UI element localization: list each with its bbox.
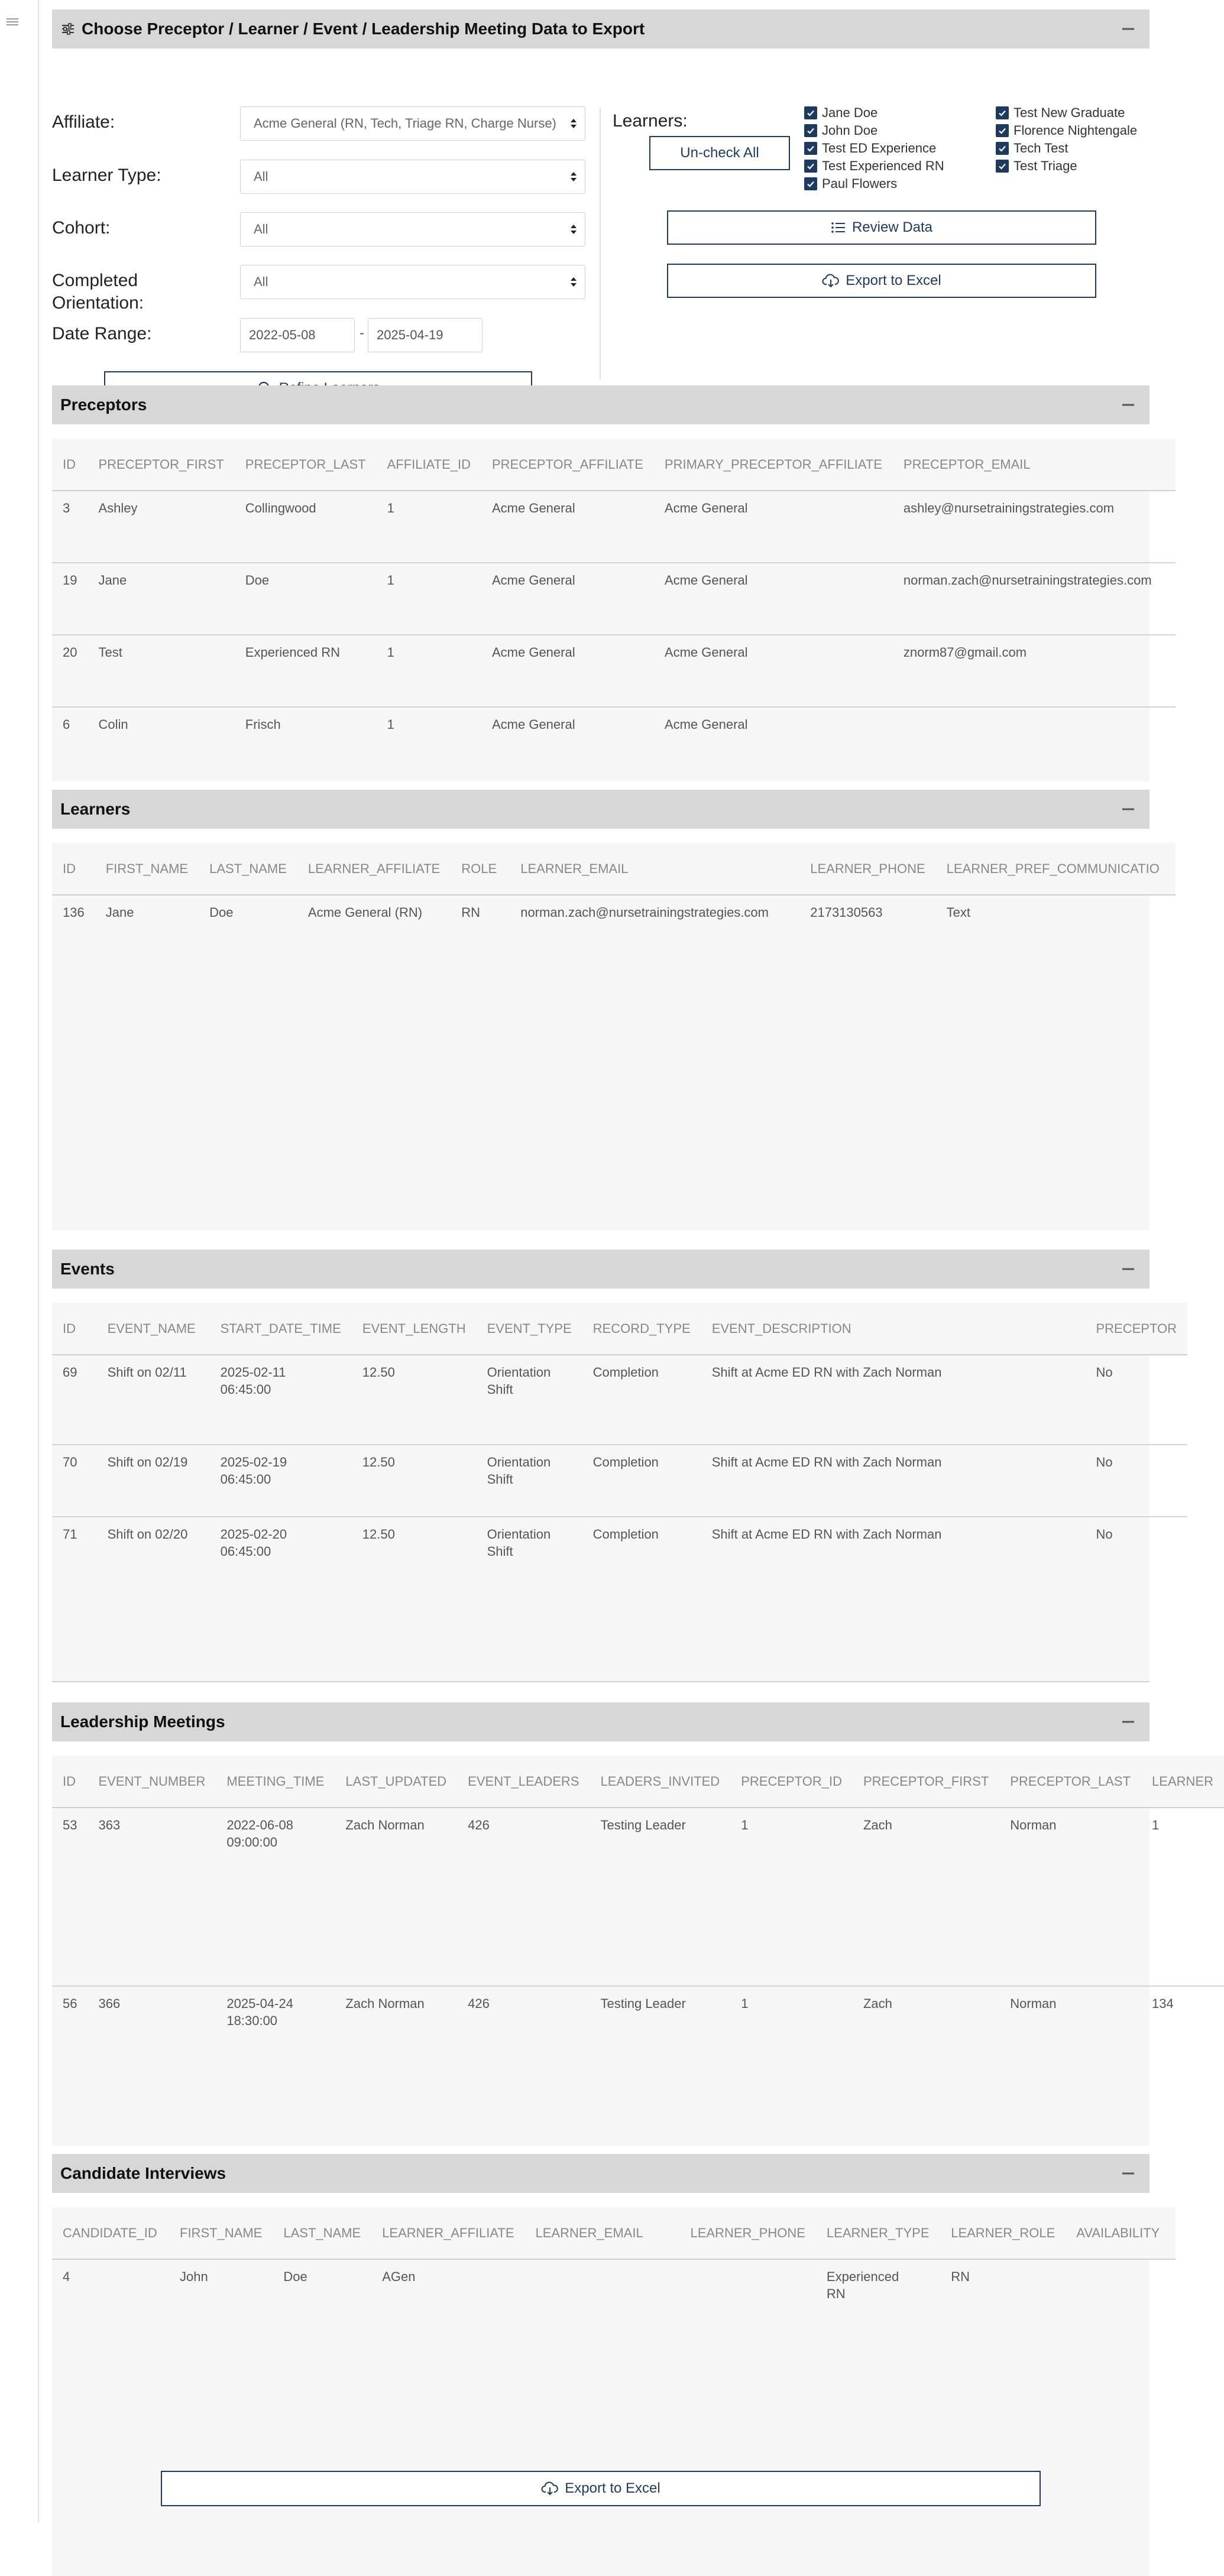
table-cell: Shift on 02/11 [97, 1355, 210, 1445]
learner-checkbox[interactable] [804, 158, 944, 174]
checkbox-checked-icon [804, 160, 817, 173]
table-row[interactable] [52, 491, 1176, 563]
table-cell: Norman [999, 1808, 1141, 1986]
table-cell: 3 [52, 491, 88, 563]
table-cell: 2025-04-24 18:30:00 [226, 1996, 293, 2028]
export-excel-label: Export to Excel [846, 272, 941, 288]
events-header [52, 1250, 1149, 1289]
table-row[interactable] [52, 707, 1176, 779]
table-cell: Colin [98, 717, 128, 732]
table-cell: 12.50 [352, 1355, 477, 1445]
cloud-download-icon [541, 2481, 559, 2496]
date-separator: - [360, 325, 364, 341]
table-cell: Completion [592, 1527, 659, 1542]
table-cell: 6 [63, 717, 70, 732]
column-header[interactable]: PRECEPTOR_LAST [999, 1756, 1141, 1808]
column-header[interactable]: RECORD_TYPE [582, 1303, 701, 1355]
table-cell: 1 [730, 1808, 853, 1986]
learner-checkbox[interactable] [804, 141, 936, 156]
learner-name: Test New Graduate [1013, 105, 1125, 120]
table-cell: norman.zach@nursetrainingstrategies.com [893, 563, 1176, 635]
cohort-label: Cohort: [52, 218, 111, 238]
table-cell: Acme General [664, 717, 748, 732]
table-cell: ashley@nursetrainingstrategies.com [893, 491, 1176, 563]
table-cell: Text [946, 905, 970, 920]
column-header[interactable]: PRECEPTOR_AFFILIATE [481, 439, 654, 491]
meetings-table [52, 1756, 1224, 2128]
column-header[interactable]: PRECEPTOR_ID [730, 1756, 853, 1808]
learner-name: Test Triage [1013, 158, 1077, 173]
table-cell: Acme General [491, 717, 575, 732]
completed-label-line-2: Orientation: [52, 293, 144, 313]
candidate-interviews-header [52, 2154, 1149, 2193]
table-cell: Shift at Acme ED RN with Zach Norman [711, 1527, 942, 1542]
collapse-icon[interactable] [1122, 1721, 1134, 1723]
column-header[interactable]: ID [52, 439, 88, 491]
collapse-icon[interactable] [1122, 1268, 1134, 1270]
interviews-table [52, 2207, 1176, 2318]
learners-table [52, 843, 1176, 954]
affiliate-select[interactable] [240, 106, 585, 141]
leadership-meetings-title: Leadership Meetings [60, 1712, 225, 1731]
column-header[interactable]: LEADERS_INVITED [590, 1756, 730, 1808]
bottom-export-excel-button[interactable] [161, 2471, 1041, 2506]
table-cell: 426 [457, 1808, 590, 1986]
column-header[interactable]: FIRST_NAME [95, 843, 199, 895]
table-cell: 426 [468, 1996, 490, 2011]
learners-header [52, 790, 1149, 829]
table-cell [893, 707, 1176, 779]
learner-checkbox[interactable] [996, 158, 1077, 174]
date-to-input[interactable]: 2025-04-19 [368, 318, 483, 352]
date-range-label: Date Range: [52, 324, 152, 343]
table-cell: Acme General [481, 491, 654, 563]
table-cell: 366 [98, 1996, 121, 2011]
checkbox-checked-icon [996, 106, 1009, 119]
events-table-wrap [52, 1303, 1177, 1682]
learners-table-wrap [52, 843, 1160, 1231]
uncheck-all-label: Un-check All [680, 145, 759, 161]
table-cell: 20 [52, 635, 88, 707]
table-cell: Shift on 02/19 [97, 1445, 210, 1517]
column-header[interactable]: LEARNER [1141, 1756, 1224, 1808]
date-from-input[interactable]: 2022-05-08 [240, 318, 355, 352]
events-table [52, 1303, 1187, 1659]
learner-checkbox[interactable] [804, 176, 897, 192]
learner-name: Test ED Experience [822, 141, 937, 155]
table-row[interactable] [52, 2259, 1176, 2318]
column-header[interactable]: EVENT_TYPE [477, 1303, 582, 1355]
table-cell: Jane [88, 563, 234, 635]
table-cell: Test [88, 635, 234, 707]
table-cell: 1 [741, 1996, 749, 2011]
table-cell [1066, 2259, 1176, 2318]
column-header[interactable]: LEARNER_EMAIL [510, 843, 799, 895]
table-cell: Zach [853, 1808, 999, 1986]
learner-name: Jane Doe [822, 105, 878, 120]
column-header[interactable]: PRECEPTOR_FIRST [88, 439, 234, 491]
table-cell: 12.50 [362, 1527, 395, 1542]
affiliate-label: Affiliate: [52, 112, 115, 132]
cohort-select[interactable] [240, 212, 585, 246]
column-header[interactable]: PRECEPTOR_LAST [235, 439, 377, 491]
table-row[interactable] [52, 895, 1176, 954]
table-row[interactable] [52, 1986, 1224, 2128]
column-header[interactable]: LEARNER_PREF_COMMUNICATIO [936, 843, 1176, 895]
table-cell: 71 [63, 1527, 77, 1542]
learner-type-label: Learner Type: [52, 166, 161, 185]
table-cell: Shift on 02/20 [107, 1527, 188, 1542]
table-cell: John [180, 2269, 208, 2284]
preceptors-table-wrap [52, 439, 1152, 781]
column-header[interactable]: LAST_NAME [273, 2207, 371, 2259]
table-cell: Orientation Shift [477, 1355, 582, 1445]
learner-name: Tech Test [1013, 141, 1068, 155]
table-cell: 69 [52, 1355, 97, 1445]
collapse-icon[interactable] [1122, 404, 1134, 406]
table-cell: 1 [377, 491, 481, 563]
table-cell: Doe [209, 905, 234, 920]
column-header[interactable]: LEARNER_AFFILIATE [371, 2207, 524, 2259]
column-header[interactable]: LEARNER_AFFILIATE [297, 843, 451, 895]
table-cell: Jane [105, 905, 134, 920]
learner-type-select[interactable] [240, 160, 585, 194]
table-cell: Ashley [88, 491, 234, 563]
column-header[interactable]: LEARNER_TYPE [816, 2207, 940, 2259]
hamburger-menu-icon[interactable] [5, 14, 20, 30]
table-cell: Experienced RN [235, 635, 377, 707]
column-header[interactable]: MEETING_TIME [216, 1756, 335, 1808]
learner-checkbox[interactable] [996, 123, 1137, 138]
column-header[interactable]: LEARNER_PHONE [680, 2207, 816, 2259]
list-icon [831, 221, 846, 234]
main-content [52, 9, 1213, 2576]
table-cell: 56 [63, 1996, 77, 2011]
column-header[interactable]: ID [52, 843, 95, 895]
column-header[interactable]: ROLE [451, 843, 510, 895]
table-cell: Completion [582, 1355, 701, 1445]
bottom-export-label: Export to Excel [565, 2480, 660, 2496]
table-cell: Frisch [245, 717, 281, 732]
table-cell [525, 2259, 680, 2318]
table-cell: 1 [387, 717, 394, 732]
table-cell: Orientation Shift [487, 1527, 551, 1559]
table-cell: 136 [63, 905, 85, 920]
table-cell: Experienced RN [826, 2269, 899, 2301]
checkbox-checked-icon [804, 177, 817, 190]
table-cell: 19 [52, 563, 88, 635]
table-cell: 12.50 [352, 1445, 477, 1517]
learner-name: Test Experienced RN [822, 158, 944, 173]
column-header[interactable]: EVENT_NAME [97, 1303, 210, 1355]
column-header[interactable]: EVENT_LENGTH [352, 1303, 477, 1355]
table-cell: Doe [235, 563, 377, 635]
column-header[interactable]: PRIMARY_PRECEPTOR_AFFILIATE [654, 439, 893, 491]
table-cell: Acme General [654, 491, 893, 563]
table-cell: 1 [377, 635, 481, 707]
leadership-meetings-header [52, 1702, 1149, 1741]
column-header[interactable]: PRECEPTOR_EMAIL [893, 439, 1176, 491]
completed-label-line-1: Completed [52, 271, 138, 290]
export-panel-title: Choose Preceptor / Learner / Event / Leadership Meeting Data to Export [82, 20, 645, 38]
table-cell: Acme General [481, 635, 654, 707]
review-data-button[interactable] [667, 210, 1096, 245]
collapse-icon[interactable] [1122, 28, 1134, 30]
table-cell: Acme General [654, 563, 893, 635]
table-cell: 1 [377, 563, 481, 635]
table-cell: Acme General (RN) [307, 905, 423, 920]
column-header[interactable]: AVAILABILITY [1066, 2207, 1176, 2259]
learner-checkbox[interactable] [996, 105, 1125, 121]
select-arrows-icon [571, 119, 577, 128]
collapse-icon[interactable] [1122, 2173, 1134, 2175]
table-cell: norman.zach@nursetrainingstrategies.com [520, 905, 769, 920]
checkbox-checked-icon [996, 142, 1009, 155]
table-cell: Collingwood [235, 491, 377, 563]
events-title: Events [60, 1260, 115, 1278]
table-cell: Completion [582, 1445, 701, 1517]
learner-name: John Doe [822, 123, 878, 138]
table-cell: Acme General [654, 635, 893, 707]
learner-name: Paul Flowers [822, 176, 898, 191]
table-cell: Zach Norman [335, 1808, 457, 1986]
panel-divider [600, 108, 601, 379]
column-header[interactable]: FIRST_NAME [169, 2207, 273, 2259]
learner-checkbox[interactable] [804, 105, 877, 121]
preceptors-header [52, 385, 1149, 424]
column-header[interactable]: LEARNER_EMAIL [525, 2207, 680, 2259]
learner-type-select-value: All [254, 169, 268, 184]
learner-checkbox[interactable] [996, 141, 1068, 156]
review-data-label: Review Data [851, 219, 933, 235]
table-cell [680, 2259, 816, 2318]
column-header[interactable]: LEARNER_PHONE [799, 843, 935, 895]
filter-panel [52, 48, 1149, 385]
table-cell: Acme General [481, 563, 654, 635]
table-row[interactable] [52, 563, 1176, 635]
sliders-icon [60, 21, 76, 37]
column-header[interactable]: PRECEPTOR [1085, 1303, 1187, 1355]
table-cell: Shift at Acme ED RN with Zach Norman [701, 1445, 1086, 1517]
table-cell: 2025-02-19 06:45:00 [210, 1445, 352, 1517]
table-cell: 2022-06-08 09:00:00 [216, 1808, 335, 1986]
table-cell: 134 [1152, 1996, 1174, 2011]
export-excel-button[interactable] [667, 264, 1096, 298]
table-cell: 53 [52, 1808, 88, 1986]
column-header[interactable]: LEARNER_ROLE [940, 2207, 1066, 2259]
table-cell: Testing Leader [590, 1808, 730, 1986]
meetings-table-wrap [52, 1756, 1213, 2146]
table-cell: 2025-02-11 06:45:00 [210, 1355, 352, 1445]
column-header[interactable]: LAST_UPDATED [335, 1756, 457, 1808]
table-cell: No [1096, 1527, 1113, 1542]
interviews-table-wrap [52, 2207, 1160, 2576]
select-arrows-icon [571, 172, 577, 181]
table-cell: 4 [63, 2269, 70, 2284]
completed-orientation-label [52, 270, 144, 314]
table-cell: No [1085, 1355, 1187, 1445]
candidate-interviews-title: Candidate Interviews [60, 2164, 226, 2182]
select-arrows-icon [571, 225, 577, 234]
table-cell: Doe [283, 2269, 307, 2284]
column-header[interactable]: PRECEPTOR_FIRST [853, 1756, 999, 1808]
select-arrows-icon [571, 277, 577, 287]
table-cell: znorm87@gmail.com [893, 635, 1176, 707]
column-header[interactable]: AFFILIATE_ID [377, 439, 481, 491]
column-header[interactable]: ID [52, 1756, 88, 1808]
checkbox-checked-icon [804, 124, 817, 137]
checkbox-checked-icon [996, 124, 1009, 137]
preceptors-table [52, 439, 1176, 779]
learner-name: Florence Nightengale [1013, 123, 1138, 138]
table-cell: RN [951, 2269, 970, 2284]
table-cell: 1 [1141, 1808, 1224, 1986]
cloud-download-icon [822, 273, 840, 288]
table-cell: Zach Norman [345, 1996, 425, 2011]
learners-title: Learners [60, 800, 131, 818]
table-cell: 2173130563 [810, 905, 883, 920]
column-header[interactable]: LAST_NAME [199, 843, 297, 895]
table-cell: AGen [382, 2269, 416, 2284]
table-cell: 2025-02-20 06:45:00 [220, 1527, 287, 1559]
cohort-select-value: All [254, 222, 268, 236]
column-header[interactable]: EVENT_LEADERS [457, 1756, 590, 1808]
table-cell: 363 [88, 1808, 216, 1986]
table-row[interactable] [52, 1445, 1187, 1517]
column-header[interactable]: EVENT_NUMBER [88, 1756, 216, 1808]
table-row[interactable] [52, 1808, 1224, 1986]
table-cell: RN [461, 905, 481, 920]
table-row[interactable] [52, 635, 1176, 707]
checkbox-checked-icon [804, 106, 817, 119]
preceptors-title: Preceptors [60, 395, 147, 414]
table-cell: No [1085, 1445, 1187, 1517]
column-header[interactable]: CANDIDATE_ID [52, 2207, 169, 2259]
learners-label: Learners: [613, 111, 688, 131]
checkbox-checked-icon [996, 160, 1009, 173]
left-rail [0, 0, 39, 2523]
column-header[interactable]: ID [52, 1303, 97, 1355]
affiliate-select-value: Acme General (RN, Tech, Triage RN, Charge Nurse) [254, 116, 556, 131]
column-header[interactable]: EVENT_DESCRIPTION [701, 1303, 1086, 1355]
uncheck-all-button[interactable] [649, 136, 790, 170]
table-cell: Orientation Shift [477, 1445, 582, 1517]
table-cell: Norman [1010, 1996, 1057, 2011]
table-cell: Zach [863, 1996, 892, 2011]
table-row[interactable] [52, 1517, 1187, 1659]
collapse-icon[interactable] [1122, 809, 1134, 810]
table-cell: Testing Leader [600, 1996, 686, 2011]
completed-select-value: All [254, 274, 268, 289]
table-cell: Shift at Acme ED RN with Zach Norman [701, 1355, 1086, 1445]
export-panel-header [52, 9, 1149, 48]
table-cell: 70 [52, 1445, 97, 1517]
table-row[interactable] [52, 1355, 1187, 1445]
column-header[interactable]: START_DATE_TIME [210, 1303, 352, 1355]
completed-orientation-select[interactable] [240, 265, 585, 299]
learner-checkbox[interactable] [804, 123, 877, 138]
checkbox-checked-icon [804, 142, 817, 155]
